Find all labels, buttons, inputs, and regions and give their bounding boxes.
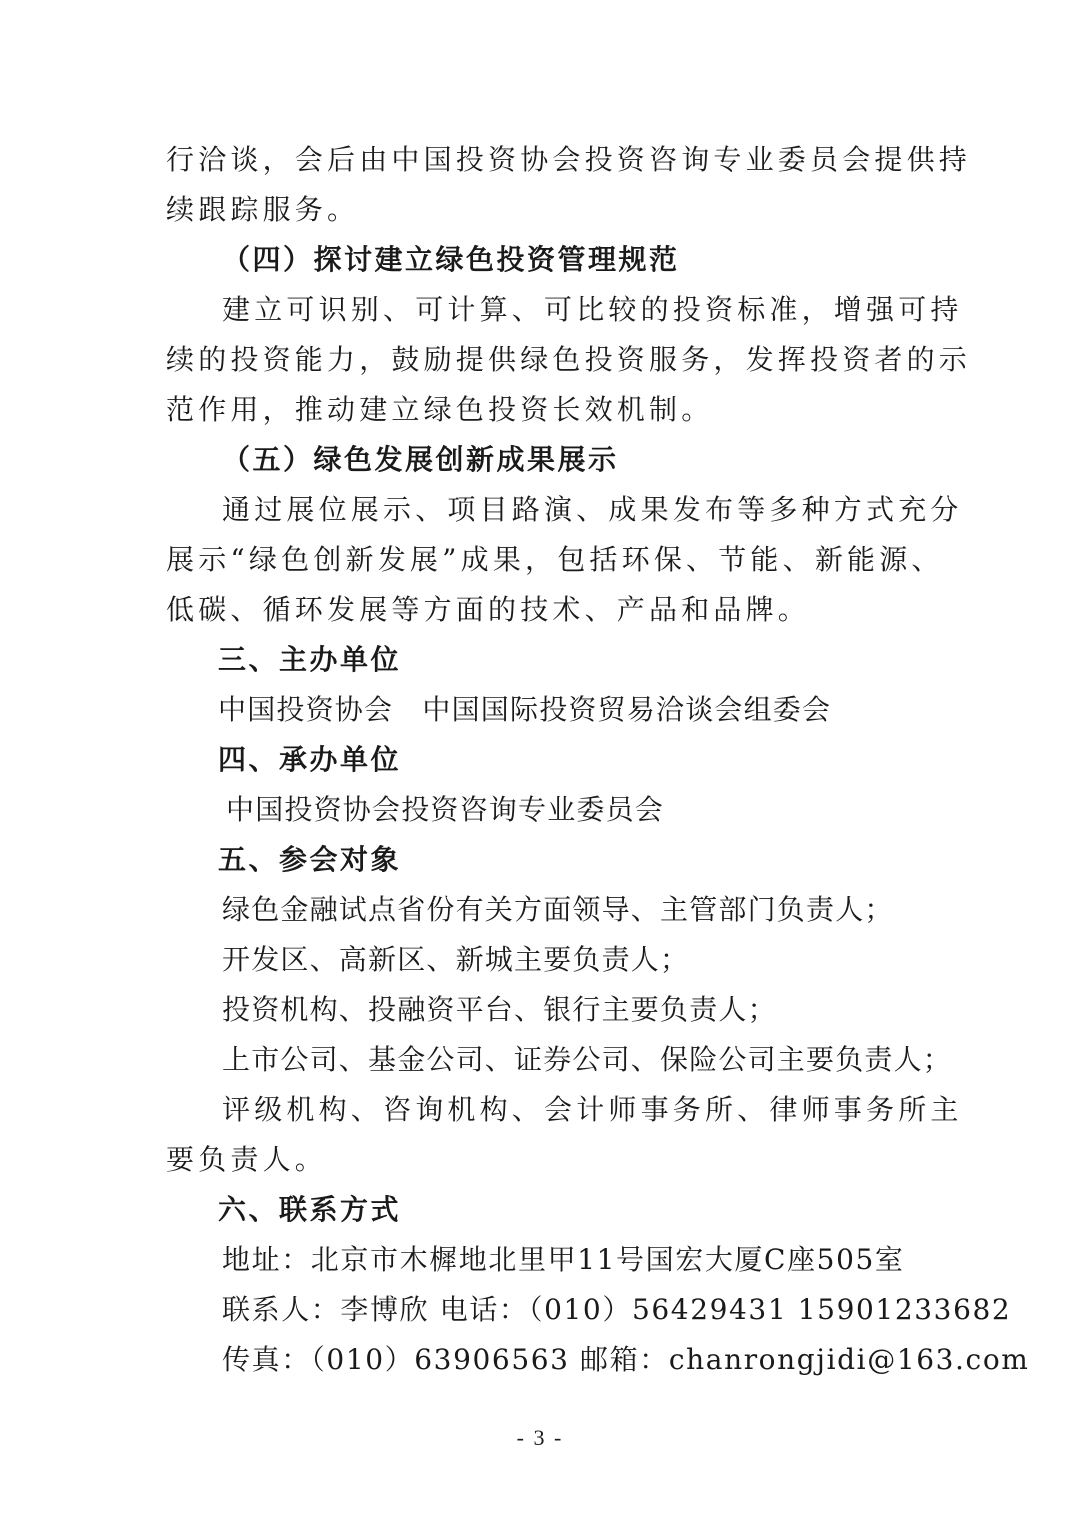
section-4-line-3: 范作用，推动建立绿色投资长效机制。 (166, 393, 714, 426)
organizers-text: 中国投资协会 中国国际投资贸易洽谈会组委会 (218, 693, 832, 726)
section-5-line-3: 低碳、循环发展等方面的技术、产品和品牌。 (166, 593, 811, 626)
participants-item-4: 上市公司、基金公司、证券公司、保险公司主要负责人； (222, 1043, 953, 1076)
undertaker-heading: 四、承办单位 (218, 743, 402, 776)
section-4-heading: （四）探讨建立绿色投资管理规范 (222, 243, 680, 276)
participants-item-1: 绿色金融试点省份有关方面领导、主管部门负责人； (222, 893, 894, 926)
participants-item-5-line-1: 评级机构、咨询机构、会计师事务所、律师事务所主 (222, 1093, 963, 1126)
section-5-line-1: 通过展位展示、项目路演、成果发布等多种方式充分 (222, 493, 963, 526)
section-4-line-2: 续的投资能力，鼓励提供绿色投资服务，发挥投资者的示 (166, 343, 972, 376)
section-5-line-2: 展示“绿色创新发展”成果，包括环保、节能、新能源、 (166, 543, 944, 576)
contact-address: 地址：北京市木樨地北里甲11号国宏大厦C座505室 (222, 1243, 905, 1276)
section-5-heading: （五）绿色发展创新成果展示 (222, 443, 619, 476)
participants-item-5-line-2: 要负责人。 (166, 1143, 328, 1176)
continuation-line-2: 续跟踪服务。 (166, 193, 360, 226)
undertaker-text: 中国投资协会投资咨询专业委员会 (226, 793, 665, 826)
page-number: - 3 - (516, 1425, 564, 1450)
participants-heading: 五、参会对象 (218, 843, 402, 876)
section-4-line-1: 建立可识别、可计算、可比较的投资标准，增强可持 (222, 293, 963, 326)
participants-item-3: 投资机构、投融资平台、银行主要负责人； (222, 993, 777, 1026)
organizers-heading: 三、主办单位 (218, 643, 402, 676)
participants-item-2: 开发区、高新区、新城主要负责人； (222, 943, 690, 976)
contact-fax-email: 传真：（010）63906563 邮箱：chanrongjidi@163.com (222, 1343, 1030, 1376)
contact-heading: 六、联系方式 (218, 1193, 402, 1226)
contact-person-phone: 联系人：李博欣 电话：（010）56429431 15901233682 (222, 1293, 1012, 1326)
continuation-line-1: 行洽谈，会后由中国投资协会投资咨询专业委员会提供持 (166, 143, 972, 176)
